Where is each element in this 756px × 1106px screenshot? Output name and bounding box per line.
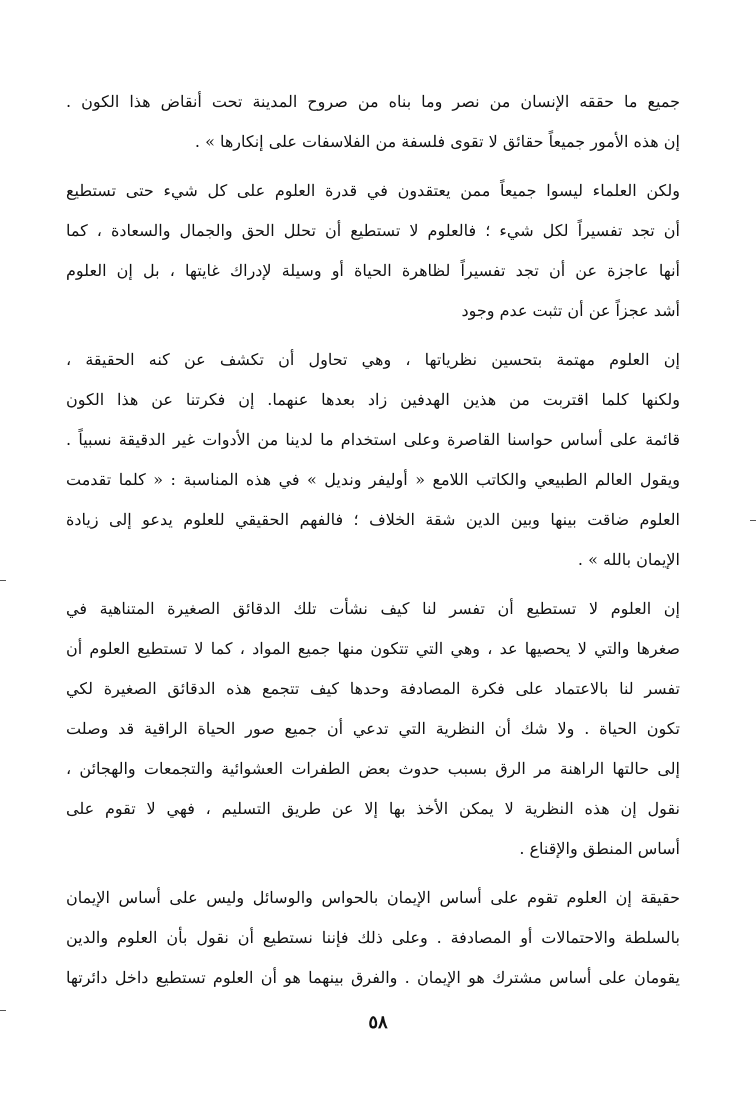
scan-mark (0, 580, 6, 581)
paragraph (66, 171, 680, 331)
text-line: نقول إن هذه النظرية لا يمكن الأخذ بها إلا عن طريق التسليم ، فهي لا تقوم على (66, 799, 680, 818)
text-line: ولكن العلماء ليسوا جميعاً ممن يعتقدون في قدرة العلوم على كل شيء حتى تستطيع (66, 181, 680, 200)
paragraph (66, 589, 680, 869)
text-line: يقومان على أساس مشترك هو الإيمان . والفرق بينهما هو أن العلوم تستطيع داخل دائرتها (66, 968, 680, 987)
text-line: ويقول العالم الطبيعي والكاتب اللامع « أوليفر ونديل » في هذه المناسبة : « كلما تقدمت (66, 470, 680, 489)
text-line: ولكنها كلما اقتربت من هذين الهدفين زاد بعدها عنهما. إن فكرتنا عن هذا الكون (66, 390, 680, 409)
scan-mark (0, 1010, 6, 1011)
text-line: الإيمان بالله » . (577, 550, 680, 569)
text-line: حقيقة إن العلوم تقوم على أساس الإيمان بالحواس والوسائل وليس على أساس الإيمان (66, 888, 680, 907)
text-line: العلوم ضاقت بينها وبين الدين شقة الخلاف ؛ فالفهم الحقيقي للعلوم يدعو إلى زيادة (66, 510, 680, 529)
text-line: إن هذه الأمور جميعاً حقائق لا تقوى فلسفة من الفلاسفات على إنكارها » . (194, 132, 680, 151)
paragraph (66, 878, 680, 998)
text-line: أشد عجزاً عن أن تثبت عدم وجود (461, 301, 680, 320)
page-number: ٥٨ (368, 1012, 388, 1033)
text-line: تكون الحياة . ولا شك أن النظرية التي تدعي أن جميع صور الحياة الراقية قد وصلت (66, 719, 680, 738)
text-line: قائمة على أساس حواسنا القاصرة وعلى استخدام ما لدينا من الأدوات غير الدقيقة نسبياً . (66, 430, 680, 449)
text-line: أن تجد تفسيراً لكل شيء ؛ فالعلوم لا تستطيع أن تحلل الحق والجمال والسعادة ، كما (66, 221, 680, 240)
text-line: أنها عاجزة عن أن تجد تفسيراً لظاهرة الحياة أو وسيلة لإدراك غايتها ، بل إن العلوم (66, 261, 680, 280)
text-line: تفسر لنا بالاعتماد على فكرة المصادفة وحدها كيف تتجمع هذه الدقائق الصغيرة لكي (66, 679, 680, 698)
scan-mark (750, 520, 756, 521)
text-line: جميع ما حققه الإنسان من نصر وما بناه من صروح المدينة تحت أنقاض هذا الكون . (66, 92, 680, 111)
body-text (66, 82, 680, 998)
text-line: أساس المنطق والإقناع . (519, 839, 680, 858)
text-line: إن العلوم مهتمة بتحسين نظرياتها ، وهي تحاول أن تكشف عن كنه الحقيقة ، (66, 350, 680, 369)
text-line: صغرها والتي لا يحصيها عد ، وهي التي تتكون منها جميع المواد ، كما لا تستطيع العلوم أن (66, 639, 680, 658)
text-line: بالسلطة والاحتمالات أو المصادفة . وعلى ذلك فإننا نستطيع أن نقول بأن العلوم والدين (66, 928, 680, 947)
paragraph (66, 82, 680, 162)
paragraph (66, 340, 680, 580)
text-line: إلى حالتها الراهنة مر الرق بسبب حدوث بعض الطفرات العشوائية والتجمعات والهجائن ، (66, 759, 680, 778)
text-line: إن العلوم لا تستطيع أن تفسر لنا كيف نشأت تلك الدقائق الصغيرة المتناهية في (66, 599, 680, 618)
